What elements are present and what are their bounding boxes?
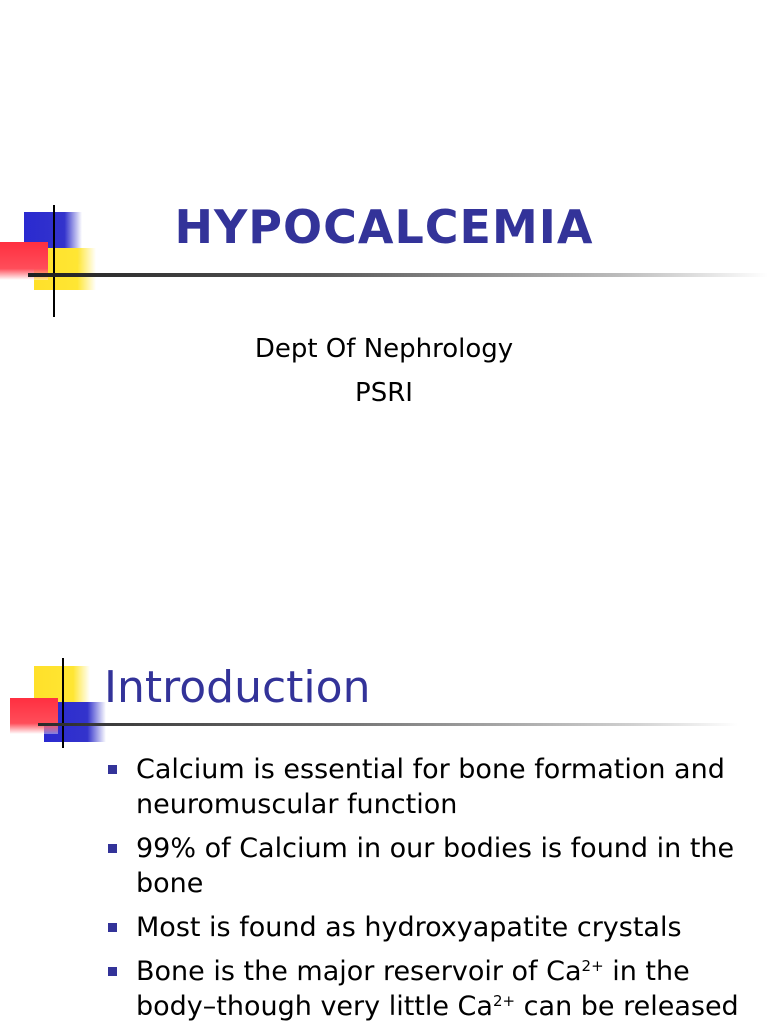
decorative-squares <box>0 658 120 758</box>
introduction-slide <box>0 640 768 1024</box>
bullet-list <box>106 752 746 1024</box>
title-rule <box>28 273 768 277</box>
bullet-text: Most is found as hydroxyapatite crystals <box>136 912 682 943</box>
square-bullet-icon <box>108 967 117 976</box>
subtitle-institution: PSRI <box>355 378 413 408</box>
bullet-text: 99% of Calcium in our bodies is found in the bone <box>136 833 735 899</box>
vertical-line <box>62 658 64 748</box>
ion-charge: 2+ <box>492 992 516 1010</box>
bullet-text: Calcium is essential for bone formation and neuromuscular function <box>136 754 725 820</box>
slide-title: HYPOCALCEMIA <box>174 200 594 254</box>
bullet-text-part: in the body–though very little Ca <box>136 956 690 1022</box>
subtitle-department: Dept Of Nephrology <box>254 334 514 364</box>
title-rule <box>38 723 738 726</box>
bullet-text-part: Bone is the major reservoir of Ca <box>136 956 582 987</box>
red-square <box>10 698 58 734</box>
list-item <box>106 910 746 945</box>
square-bullet-icon <box>108 923 117 932</box>
bullet-text <box>136 956 739 1022</box>
square-bullet-icon <box>108 765 117 774</box>
square-bullet-icon <box>108 844 117 853</box>
list-item <box>106 831 746 901</box>
list-item <box>106 752 746 822</box>
ion-charge: 2+ <box>581 957 604 975</box>
slide-title: Introduction <box>104 662 371 713</box>
list-item <box>106 954 746 1024</box>
bullet-text-part: can be released <box>515 991 739 1022</box>
